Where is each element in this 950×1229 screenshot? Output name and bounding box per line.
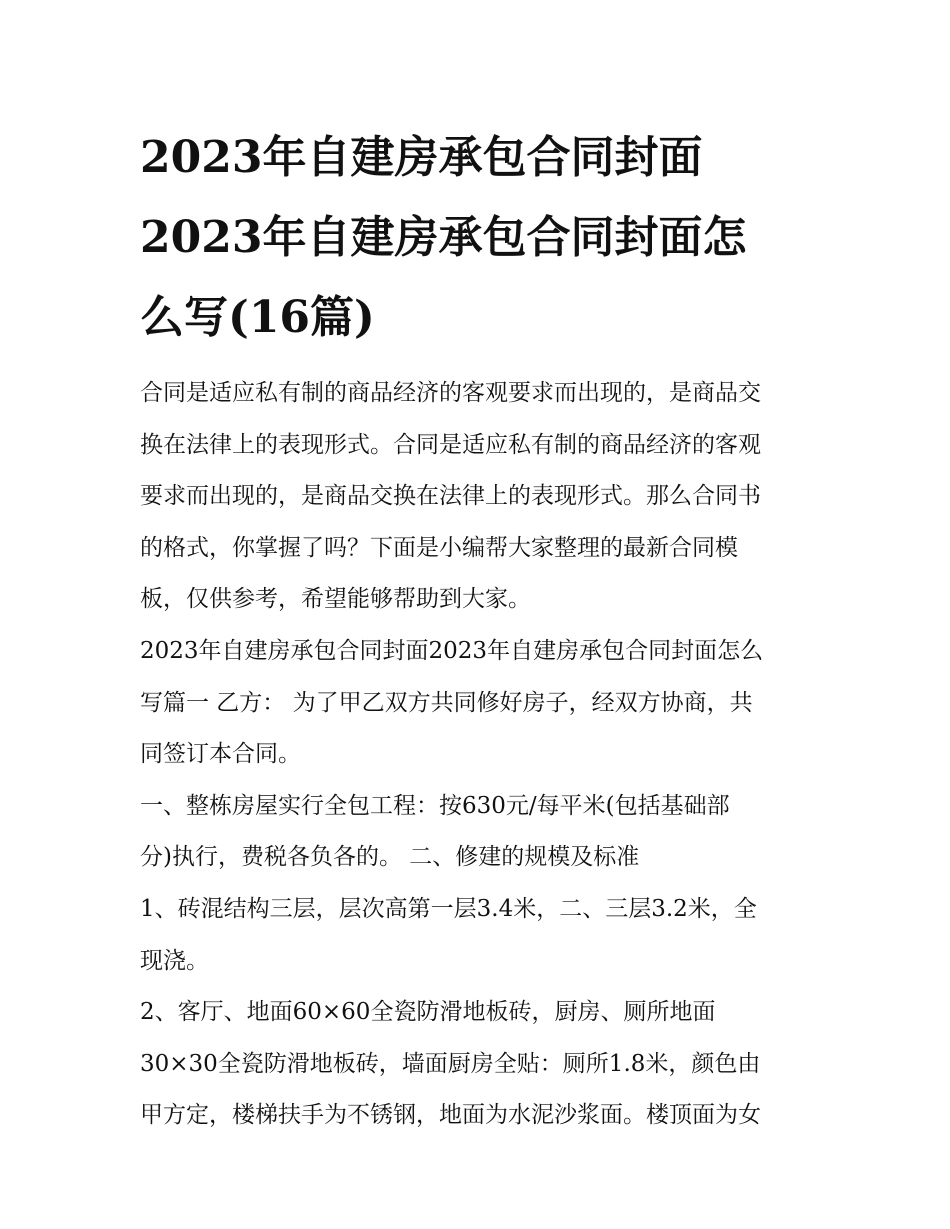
body-line-15: 甲方定，楼梯扶手为不锈钢，地面为水泥沙浆面。楼顶面为女: [140, 1102, 761, 1129]
body-line-3: 要求而出现的，是商品交换在法律上的表现形式。那么合同书: [140, 483, 761, 510]
title-line-2: 2023年自建房承包合同封面怎: [140, 212, 747, 263]
body-line-8: 同签订本合同。: [140, 741, 301, 768]
document-body: [140, 368, 812, 1142]
document-content: [140, 118, 812, 1142]
body-line-6: 2023年自建房承包合同封面2023年自建房承包合同封面怎么: [140, 637, 764, 664]
body-line-9: 一、整栋房屋实行全包工程：按630元/每平米(包括基础部: [140, 792, 730, 819]
body-line-10: 分)执行，费税各负各的。 二、修建的规模及标准: [140, 844, 640, 871]
body-line-11: 1、砖混结构三层，层次高第一层3.4米，二、三层3.2米，全: [140, 895, 757, 922]
body-line-14: 30×30全瓷防滑地板砖，墙面厨房全贴：厕所1.8米，颜色由: [140, 1050, 761, 1077]
body-line-1: 合同是适应私有制的商品经济的客观要求而出现的，是商品交: [140, 380, 761, 406]
title-line-1: 2023年自建房承包合同封面: [140, 132, 703, 183]
body-line-5: 板，仅供参考，希望能够帮助到大家。: [140, 586, 531, 613]
title-line-3: 么写(16篇): [140, 292, 375, 343]
body-line-2: 换在法律上的表现形式。合同是适应私有制的商品经济的客观: [140, 431, 761, 458]
body-line-4: 的格式，你掌握了吗？下面是小编帮大家整理的最新合同模: [140, 534, 738, 561]
body-line-12: 现浇。: [140, 947, 209, 974]
body-line-7: 写篇一 乙方： 为了甲乙双方共同修好房子，经双方协商，共: [140, 689, 753, 716]
document-title: [140, 118, 812, 358]
body-line-13: 2、客厅、地面60×60全瓷防滑地板砖，厨房、厕所地面: [140, 999, 716, 1026]
